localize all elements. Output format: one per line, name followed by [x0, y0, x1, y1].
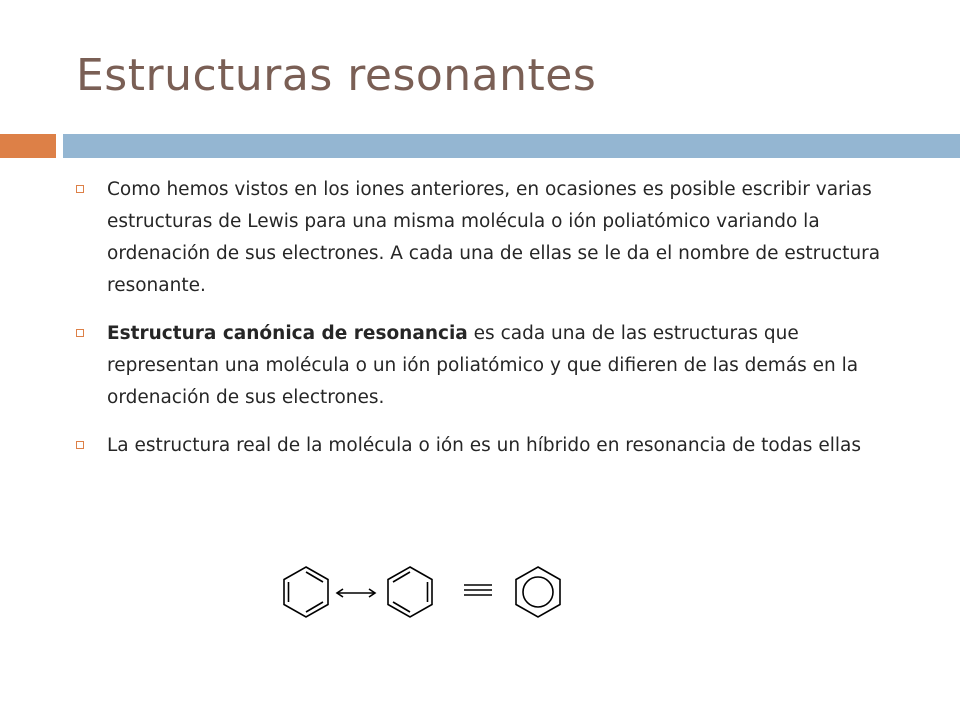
bullet-text: Como hemos vistos en los iones anteriores, en ocasiones es posible escribir varias estructuras de Lewis para una misma molécula o ión poliatómico variando la ordenación de sus electrones. A cada una de ellas se le da el nombre de estructura resonante.: [107, 179, 881, 296]
bullet-text: La estructura real de la molécula o ión es un híbrido en resonancia de todas ellas: [107, 435, 861, 456]
accent-bar-orange: [0, 134, 56, 158]
slide-title: Estructuras resonantes: [76, 50, 597, 101]
benzene-resonance-icon: [276, 556, 576, 626]
bullet-item-2: [76, 318, 896, 414]
bullet-text: es cada una de las estructuras que representan una molécula o un ión poliatómico y que difieren de las demás en la ordenación de sus electrones.: [107, 323, 859, 408]
bullet-item-1: [76, 174, 896, 302]
benzene-kekule-structure-2: [388, 567, 432, 617]
bullet-bold-term: Estructura canónica de resonancia: [107, 323, 468, 344]
square-bullet-icon: [76, 185, 84, 193]
square-bullet-icon: [76, 329, 84, 337]
benzene-hybrid-structure: [516, 567, 560, 617]
square-bullet-icon: [76, 441, 84, 449]
benzene-kekule-structure-1: [284, 567, 328, 617]
resonance-arrow: [337, 589, 375, 597]
bullet-list: [76, 174, 896, 478]
accent-bar-blue: [63, 134, 960, 158]
bullet-item-3: [76, 430, 896, 462]
equivalence-sign: [464, 585, 492, 595]
